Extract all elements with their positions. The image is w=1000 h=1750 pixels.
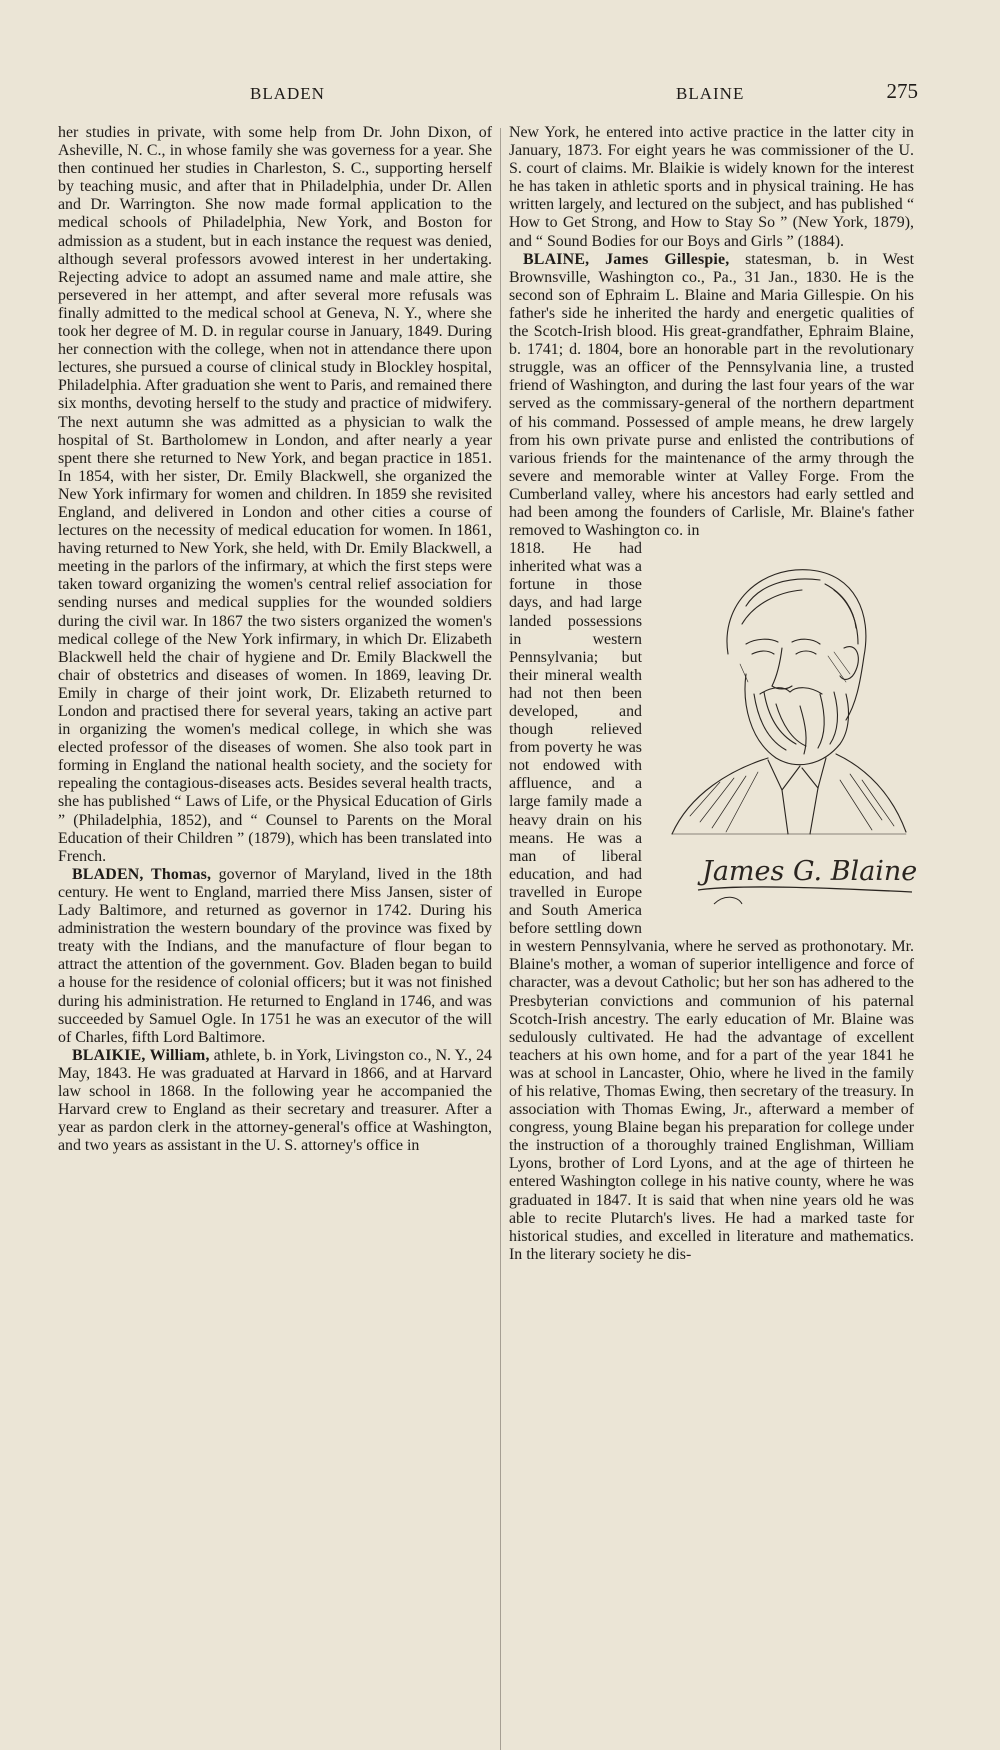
entry-bladen-text: governor of Maryland, lived in the 18th century. He went to England, married there Miss Jansen, sister of Lady Baltimore, and returned as governor in 1742. During his administration the western boundary of the province was fixed by treaty with the Indians, and the manufacture of flour began to attract the attention of the government. Gov. Bladen began to build a house for the residence of colonial officers; but it was not finished during his administration. He returned to England in 1746, and was succeeded by Samuel Ogle. In 1751 he was an executor of the will of Charles, fifth Lord Baltimore. <box>58 865 492 1046</box>
running-head-right: BLAINE <box>676 84 745 103</box>
portrait-signature: James G. Blaine <box>702 856 918 888</box>
page-number: 275 <box>886 79 918 103</box>
running-head <box>60 80 918 108</box>
right-column <box>509 124 918 1264</box>
portrait-illustration <box>650 544 920 922</box>
entry-blaikie <box>58 1047 492 1156</box>
entry-blaine-text: statesman, b. in West Brownsville, Washington co., Pa., 31 Jan., 1830. He is the second son of Ephraim L. Blaine and Maria Gillespie. On his father's side he inherited the hardy and energetic qualities of the Scotch-Irish blood. His great-grandfather, Ephraim Blaine, b. 1741; d. 1804, bore an honorable part in the revolutionary struggle, was an officer of the Pennsylvania line, a trusted friend of Washington, and during the last four years of the war served as the commissary-general of the northern department of his command. Possessed of ample means, he drew largely from his own private purse and enlisted the contributions of various friends for the maintenance of the army through the severe and memorable winter at Valley Forge. From the Cumberland valley, where his ancestors had early settled and had been among the founders of Carlisle, Mr. Blaine's father removed to Washington co. in <box>509 250 914 540</box>
entry-blaine-wrap: 1818. He had inherited what was a fortune in those days, and had large landed possessions in western Pennsylvania; but their mineral wealth had not then been developed, and though relieved from poverty he was not endowed with affluence, and a large family made a heavy drain on his means. He was a man of liberal education, and had travelled in Europe and South America before settling down in western Pennsylvania, where he served as prothonotary. Mr. Blaine's mother, a woman of superior intelligence and force of character, was a devout Catholic; but her son has adhered to the Presbyterian convictions and communion of his paternal Scotch-Irish ancestry. The early education of Mr. Blaine was sedulously cultivated. He had the advantage of excellent teachers at his own home, and for a part of the year 1841 he was at school in Lancaster, Ohio, where he lived in the family of his relative, Thomas Ewing, then secretary of the treasury. In association with Thomas Ewing, Jr., afterward a member of congress, young Blaine began his preparation for college under the instruction of a thoroughly trained Englishman, William Lyons, brother of Lord Lyons, and at the age of thirteen he entered Washington college in his native county, where he was graduated in 1847. It is said that when nine years old he was able to recite Plutarch's lives. He had a marked taste for historical studies, and excelled in literature and mathematics. In the literary society he dis- <box>509 540 914 1263</box>
left-column <box>58 124 492 1155</box>
portrait-engraving <box>650 544 920 922</box>
blaikie-continuation: New York, he entered into active practice in the latter city in January, 1873. For eight years he was commissioner of the U. S. court of claims. Mr. Blaikie is widely known for the interest he has taken in athletic sports and in physical training. He has written largely, and lectured on the subject, and has published “ How to Get Strong, and How to Stay So ” (New York, 1879), and “ Sound Bodies for our Boys and Girls ” (1884). <box>509 124 914 250</box>
running-head-left: BLADEN <box>250 84 325 103</box>
headword-bladen: BLADEN, Thomas, <box>72 865 212 883</box>
entry-blaikie-text: athlete, b. in York, Livingston co., N. Y., 24 May, 1843. He was graduated at Harvard in 1866, and at Harvard law school in 1868. In the following year he accompanied the Harvard crew to England as their secretary and treasurer. After a year as pardon clerk in the attorney-general's office at Washington, and two years as assistant in the U. S. attorney's office in <box>58 1046 492 1155</box>
blackwell-continuation: her studies in private, with some help from Dr. John Dixon, of Asheville, N. C., in whose family she was governess for a year. She then continued her studies in Charleston, S. C., supporting herself by teaching music, and after that in Philadelphia, under Dr. Allen and Dr. Warrington. She now made formal application to the medical schools of Philadelphia, New York, and Boston for admission as a student, but in each instance the request was denied, although several professors avowed interest in her undertaking. Rejecting advice to adopt an assumed name and male attire, she persevered in her attempt, and after several more refusals was finally admitted to the medical school at Geneva, N. Y., where she took her degree of M. D. in regular course in January, 1849. During her connection with the college, when not in attendance there upon lectures, she pursued a course of clinical study in Blockley hospital, Philadelphia. After graduation she went to Paris, and remained there six months, devoting herself to the study and practice of midwifery. The next autumn she was admitted as a physician to walk the hospital of St. Bartholomew in London, and after nearly a year spent there she returned to New York, and began practice in 1851. In 1854, with her sister, Dr. Emily Blackwell, she organized the New York infirmary for women and children. In 1859 she revisited England, and delivered in London and other cities a course of lectures on the necessity of medical education for women. In 1861, having returned to New York, she held, with Dr. Emily Blackwell, a meeting in the parlors of the infirmary, at which the first steps were taken toward organizing the women's central relief association for sending nurses and medical supplies for the wounded soldiers during the civil war. In 1867 the two sisters organized the women's medical college of the New York infirmary, in which Dr. Elizabeth Blackwell held the chair of hygiene and Dr. Emily Blackwell the chair of obstetrics and diseases of women. In 1869, leaving Dr. Emily in charge of their joint work, Dr. Elizabeth returned to London and practised there for several years, taking an active part in organizing the women's medical college, in which she was elected professor of the diseases of women. She also took part in forming in England the national health society, and the society for repealing the contagious-diseases acts. Besides several health tracts, she has published “ Laws of Life, or the Physical Education of Girls ” (Philadelphia, 1852), and “ Counsel to Parents on the Moral Education of their Children ” (1879), which has been translated into French. <box>58 124 492 865</box>
entry-blaine <box>509 251 914 541</box>
column-divider <box>500 128 501 1750</box>
headword-blaikie: BLAIKIE, William, <box>72 1046 210 1064</box>
entry-bladen <box>58 866 492 1047</box>
headword-blaine: BLAINE, James Gillespie, <box>523 250 730 268</box>
